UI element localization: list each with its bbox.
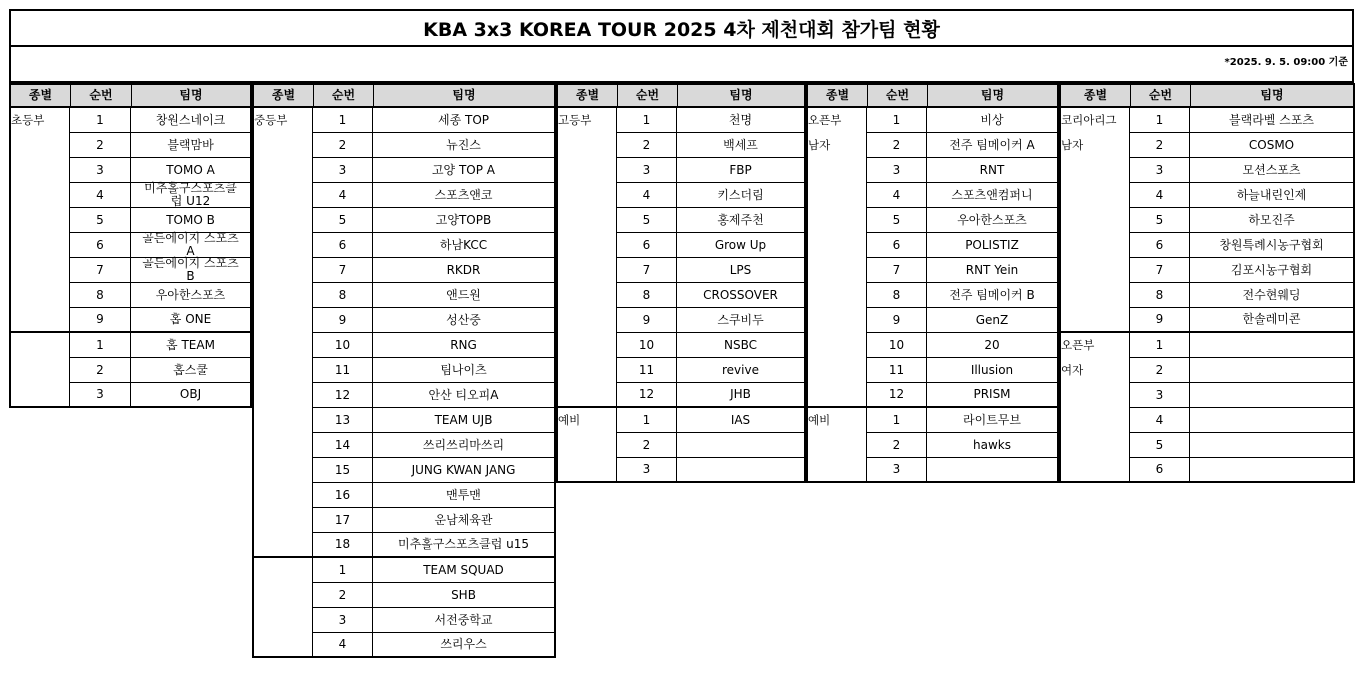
team-name: 모션스포츠 [1190, 158, 1355, 183]
row-number: 1 [70, 333, 131, 358]
team-name: Grow Up [677, 233, 806, 258]
category-label: 코리아리그 [1061, 113, 1117, 127]
team-name: 블랙라벨 스포츠 [1190, 108, 1355, 133]
row-number: 1 [867, 108, 927, 133]
row-number: 8 [1130, 283, 1190, 308]
team-name: 세종 TOP [373, 108, 556, 133]
row-number: 12 [867, 383, 927, 408]
row-number: 2 [1130, 133, 1190, 158]
header-team: 팀명 [373, 83, 556, 108]
team-name: 전주 팀메이커 B [927, 283, 1059, 308]
team-name: revive [677, 358, 806, 383]
header-category: 종별 [9, 83, 70, 108]
row-number: 5 [70, 208, 131, 233]
row-number: 3 [617, 458, 677, 483]
row-number: 3 [867, 458, 927, 483]
team-name [1190, 408, 1355, 433]
team-name: RNT Yein [927, 258, 1059, 283]
team-name [1190, 383, 1355, 408]
team-name: 라이트무브 [927, 408, 1059, 433]
row-number: 6 [70, 233, 131, 258]
team-name: TOMO B [131, 208, 252, 233]
team-name: TEAM UJB [373, 408, 556, 433]
row-number: 17 [313, 508, 373, 533]
team-name: GenZ [927, 308, 1059, 333]
team-name: 비상 [927, 108, 1059, 133]
team-name: 홍제주천 [677, 208, 806, 233]
header-team: 팀명 [131, 83, 252, 108]
category-cell [9, 333, 70, 408]
team-name: 스쿠비두 [677, 308, 806, 333]
category-label: 오픈부 [1061, 338, 1095, 352]
date-note: *2025. 9. 5. 09:00 기준 [9, 47, 1354, 83]
header-team: 팀명 [1190, 83, 1355, 108]
row-number: 3 [1130, 383, 1190, 408]
team-name: 하모진주 [1190, 208, 1355, 233]
team-name: 우아한스포츠 [131, 283, 252, 308]
category-cell [1059, 108, 1130, 333]
team-name: FBP [677, 158, 806, 183]
row-number: 1 [313, 558, 373, 583]
row-number: 7 [313, 258, 373, 283]
team-name: 키스더림 [677, 183, 806, 208]
category-label: 남자 [808, 138, 831, 152]
category-label: 여자 [1061, 363, 1084, 377]
team-name: RNT [927, 158, 1059, 183]
team-name: hawks [927, 433, 1059, 458]
header-number: 순번 [1130, 83, 1190, 108]
category-cell [806, 408, 867, 483]
row-number: 10 [313, 333, 373, 358]
row-number: 1 [1130, 108, 1190, 133]
category-cell [1059, 333, 1130, 483]
team-name: 뉴진스 [373, 133, 556, 158]
row-number: 4 [313, 183, 373, 208]
row-number: 5 [1130, 208, 1190, 233]
team-name: 20 [927, 333, 1059, 358]
row-number: 8 [617, 283, 677, 308]
row-number: 4 [617, 183, 677, 208]
row-number: 1 [867, 408, 927, 433]
team-name: 미추홀구스포츠클럽 u15 [373, 533, 556, 558]
team-name: 하늘내린인제 [1190, 183, 1355, 208]
team-name: 한솔레미콘 [1190, 308, 1355, 333]
team-name [677, 433, 806, 458]
team-name: 쓰리쓰리마쓰리 [373, 433, 556, 458]
team-name: 홉스쿨 [131, 358, 252, 383]
team-name [677, 458, 806, 483]
team-name: 김포시농구협회 [1190, 258, 1355, 283]
team-name: RNG [373, 333, 556, 358]
team-name [1190, 433, 1355, 458]
team-name: CROSSOVER [677, 283, 806, 308]
row-number: 1 [313, 108, 373, 133]
row-number: 6 [1130, 458, 1190, 483]
row-number: 2 [313, 133, 373, 158]
category-cell [9, 108, 70, 333]
team-name: 미추홀구스포츠클럽 U12 [131, 183, 252, 208]
header-category: 종별 [252, 83, 313, 108]
team-name: POLISTIZ [927, 233, 1059, 258]
category-cell [556, 108, 617, 408]
category-label: 초등부 [11, 113, 45, 127]
team-name: 골든에이지 스포츠B [131, 258, 252, 283]
row-number: 10 [617, 333, 677, 358]
team-name: 우아한스포츠 [927, 208, 1059, 233]
row-number: 5 [1130, 433, 1190, 458]
team-name: 창원스네이크 [131, 108, 252, 133]
row-number: 11 [313, 358, 373, 383]
row-number: 7 [70, 258, 131, 283]
category-cell [806, 108, 867, 408]
header-category: 종별 [556, 83, 617, 108]
team-name: LPS [677, 258, 806, 283]
row-number: 2 [867, 133, 927, 158]
row-number: 2 [617, 133, 677, 158]
row-number: 2 [70, 133, 131, 158]
row-number: 3 [313, 158, 373, 183]
team-name: TEAM SQUAD [373, 558, 556, 583]
team-name: 운남체육관 [373, 508, 556, 533]
row-number: 9 [313, 308, 373, 333]
row-number: 15 [313, 458, 373, 483]
team-name: 스포츠앤코 [373, 183, 556, 208]
team-name: 맨투맨 [373, 483, 556, 508]
team-name [927, 458, 1059, 483]
header-category: 종별 [806, 83, 867, 108]
row-number: 13 [313, 408, 373, 433]
team-name: 스포츠앤컴퍼니 [927, 183, 1059, 208]
row-number: 5 [313, 208, 373, 233]
header-category: 종별 [1059, 83, 1130, 108]
header-team: 팀명 [927, 83, 1059, 108]
team-name: SHB [373, 583, 556, 608]
team-name: 홉 TEAM [131, 333, 252, 358]
team-name: COSMO [1190, 133, 1355, 158]
row-number: 8 [313, 283, 373, 308]
team-name: 쓰리우스 [373, 633, 556, 658]
row-number: 5 [617, 208, 677, 233]
team-name: RKDR [373, 258, 556, 283]
header-number: 순번 [313, 83, 373, 108]
header-team: 팀명 [677, 83, 806, 108]
category-label: 예비 [808, 413, 831, 427]
row-number: 8 [70, 283, 131, 308]
row-number: 4 [313, 633, 373, 658]
row-number: 2 [313, 583, 373, 608]
team-name: 홉 ONE [131, 308, 252, 333]
team-name: 하남KCC [373, 233, 556, 258]
row-number: 6 [1130, 233, 1190, 258]
row-number: 3 [867, 158, 927, 183]
row-number: 4 [867, 183, 927, 208]
team-name: 고양 TOP A [373, 158, 556, 183]
row-number: 1 [1130, 333, 1190, 358]
team-name: 백세프 [677, 133, 806, 158]
row-number: 9 [1130, 308, 1190, 333]
team-name [1190, 458, 1355, 483]
row-number: 10 [867, 333, 927, 358]
category-label: 남자 [1061, 138, 1084, 152]
team-name: 천명 [677, 108, 806, 133]
team-name: NSBC [677, 333, 806, 358]
category-label: 오픈부 [808, 113, 842, 127]
row-number: 7 [617, 258, 677, 283]
row-number: 7 [867, 258, 927, 283]
team-name: Illusion [927, 358, 1059, 383]
row-number: 8 [867, 283, 927, 308]
row-number: 3 [70, 383, 131, 408]
row-number: 12 [313, 383, 373, 408]
row-number: 2 [1130, 358, 1190, 383]
team-name: 창원특례시농구협회 [1190, 233, 1355, 258]
row-number: 11 [617, 358, 677, 383]
row-number: 1 [70, 108, 131, 133]
team-name: 안산 티오피A [373, 383, 556, 408]
row-number: 3 [313, 608, 373, 633]
row-number: 9 [70, 308, 131, 333]
row-number: 9 [617, 308, 677, 333]
row-number: 3 [1130, 158, 1190, 183]
row-number: 5 [867, 208, 927, 233]
row-number: 4 [70, 183, 131, 208]
team-name: 골든에이지 스포츠A [131, 233, 252, 258]
row-number: 2 [867, 433, 927, 458]
header-number: 순번 [867, 83, 927, 108]
header-number: 순번 [617, 83, 677, 108]
row-number: 2 [70, 358, 131, 383]
team-name [1190, 333, 1355, 358]
team-name: 전주 팀메이커 A [927, 133, 1059, 158]
team-name: TOMO A [131, 158, 252, 183]
row-number: 7 [1130, 258, 1190, 283]
team-name: 성산중 [373, 308, 556, 333]
row-number: 11 [867, 358, 927, 383]
team-name: JUNG KWAN JANG [373, 458, 556, 483]
team-name: JHB [677, 383, 806, 408]
row-number: 3 [617, 158, 677, 183]
team-name: IAS [677, 408, 806, 433]
row-number: 4 [1130, 408, 1190, 433]
page-title: KBA 3x3 KOREA TOUR 2025 4차 제천대회 참가팀 현황 [9, 9, 1354, 47]
row-number: 4 [1130, 183, 1190, 208]
row-number: 6 [617, 233, 677, 258]
row-number: 1 [617, 408, 677, 433]
row-number: 3 [70, 158, 131, 183]
row-number: 14 [313, 433, 373, 458]
row-number: 18 [313, 533, 373, 558]
row-number: 9 [867, 308, 927, 333]
team-name: OBJ [131, 383, 252, 408]
category-label: 예비 [558, 413, 581, 427]
row-number: 6 [313, 233, 373, 258]
category-label: 중등부 [254, 113, 288, 127]
row-number: 6 [867, 233, 927, 258]
category-cell [252, 108, 313, 558]
team-name: 고양TOPB [373, 208, 556, 233]
row-number: 1 [617, 108, 677, 133]
team-name: 전수현웨딩 [1190, 283, 1355, 308]
team-name [1190, 358, 1355, 383]
team-name: PRISM [927, 383, 1059, 408]
category-cell [556, 408, 617, 483]
team-name: 앤드원 [373, 283, 556, 308]
team-name: 팀나이츠 [373, 358, 556, 383]
header-number: 순번 [70, 83, 131, 108]
team-name: 서전중학교 [373, 608, 556, 633]
team-name: 블랙맘바 [131, 133, 252, 158]
row-number: 2 [617, 433, 677, 458]
category-cell [252, 558, 313, 658]
row-number: 12 [617, 383, 677, 408]
category-label: 고등부 [558, 113, 592, 127]
row-number: 16 [313, 483, 373, 508]
